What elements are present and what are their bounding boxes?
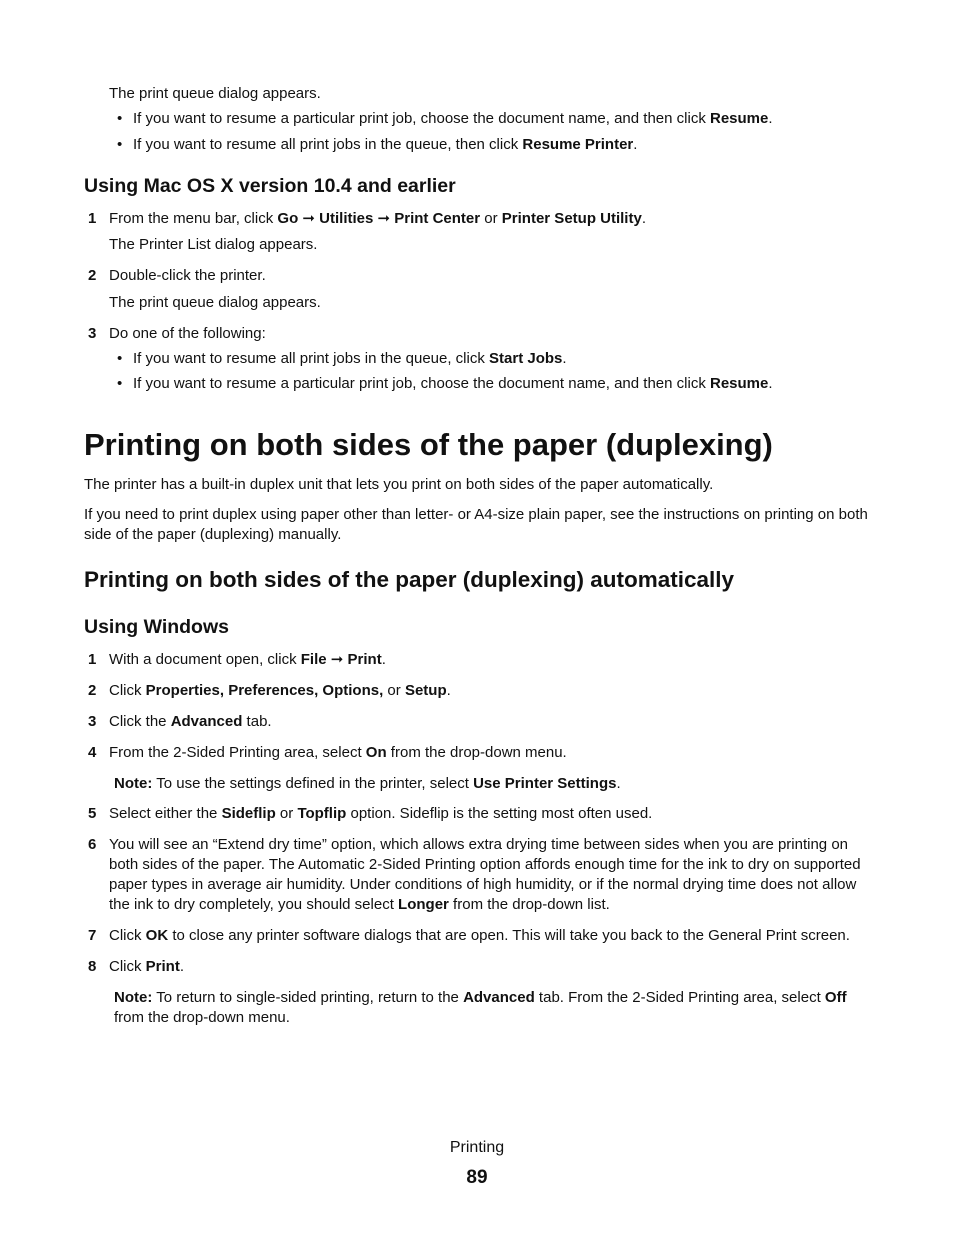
step-text: Do one of the following:	[109, 325, 266, 342]
paragraph: If you need to print duplex using paper other than letter- or A4-size plain paper, see the instructions on printing on both side of the paper (duplexing) manually.	[84, 506, 868, 543]
step-number: 5	[88, 805, 97, 822]
step-number: 7	[88, 927, 97, 944]
step-number: 8	[88, 958, 97, 975]
step-text: Select either the Sideflip or Topflip option. Sideflip is the setting most often used.	[109, 805, 653, 822]
bullet-icon: •	[117, 136, 123, 153]
note: Note: To return to single-sided printing, return to the Advanced tab. From the 2-Sided Printing area, select Off from the drop-down menu.	[114, 989, 847, 1026]
page-number: 89	[466, 1167, 488, 1188]
step-text: Click OK to close any printer software dialogs that are open. This will take you back to the General Print screen.	[109, 927, 850, 944]
step-text: From the menu bar, click Go ➞ Utilities ➞ Print Center or Printer Setup Utility.	[109, 210, 646, 227]
bullet-icon: •	[117, 375, 123, 392]
bullet-item: • If you want to resume all print jobs in the queue, then click Resume Printer.	[117, 136, 638, 153]
step-number: 3	[88, 325, 97, 342]
step-number: 1	[88, 651, 97, 668]
bullet-item: • If you want to resume a particular print job, choose the document name, and then click Resume.	[117, 375, 773, 392]
step-subtext: The Printer List dialog appears.	[109, 236, 318, 253]
step-text: With a document open, click File ➞ Print.	[109, 651, 386, 668]
note: Note: To use the settings defined in the printer, select Use Printer Settings.	[114, 775, 621, 792]
step-text: Click Properties, Preferences, Options, or Setup.	[109, 682, 451, 699]
step-number: 2	[88, 682, 97, 699]
section-heading-windows: Using Windows	[84, 616, 229, 638]
bullet-item: • If you want to resume all print jobs in the queue, click Start Jobs.	[117, 350, 567, 367]
page-title: Printing on both sides of the paper (duplexing)	[84, 427, 773, 462]
step-number: 3	[88, 713, 97, 730]
footer-section-name: Printing	[449, 1139, 505, 1156]
step-number: 1	[88, 210, 97, 227]
step-number: 2	[88, 267, 97, 284]
step-number: 4	[88, 744, 97, 761]
step-number: 6	[88, 836, 97, 853]
step-text: From the 2-Sided Printing area, select On from the drop-down menu.	[109, 744, 567, 761]
section-heading-mac: Using Mac OS X version 10.4 and earlier	[84, 175, 456, 197]
bullet-icon: •	[117, 110, 123, 127]
step-text: You will see an “Extend dry time” option, which allows extra drying time between sides when you are printing on both sides of the paper. The Automatic 2-Sided Printing option affords enough time for the ink to dry on supported paper types in average air humidity. Under conditions of high humidity, or if the normal drying time does not allow the ink to dry completely, you should select Longer from the drop-down list.	[109, 836, 861, 913]
step-text: Click Print.	[109, 958, 185, 975]
step-subtext: The print queue dialog appears.	[109, 294, 321, 311]
paragraph: The printer has a built-in duplex unit that lets you print on both sides of the paper automatically.	[84, 476, 714, 493]
step-text: Click the Advanced tab.	[109, 713, 272, 730]
step-text: Double-click the printer.	[109, 267, 266, 284]
section-subtitle: Printing on both sides of the paper (duplexing) automatically	[84, 567, 735, 592]
bullet-item: • If you want to resume a particular print job, choose the document name, and then click Resume.	[117, 110, 773, 127]
paragraph: The print queue dialog appears.	[109, 85, 321, 102]
bullet-icon: •	[117, 350, 123, 367]
